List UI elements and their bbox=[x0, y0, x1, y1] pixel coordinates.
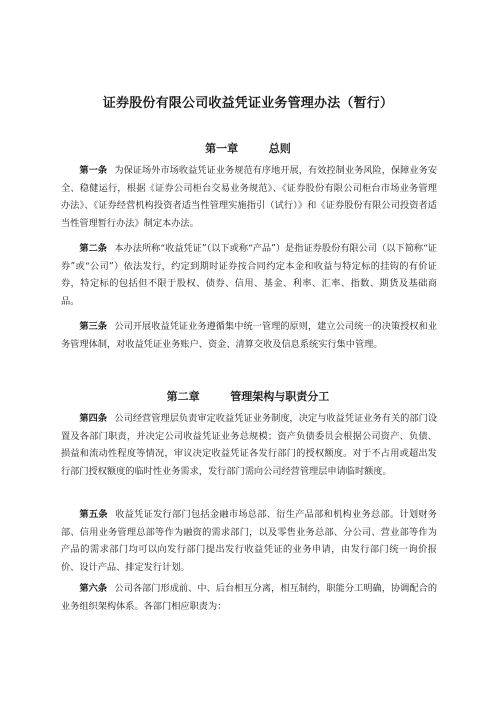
article-4 bbox=[61, 410, 437, 480]
chapter-heading-1: 第一章 总则 bbox=[205, 142, 291, 155]
article-text: 公司经营管理层负责审定收益凭证业务制度，决定与收益凭证业务有关的部门设置及各部门职责，并决定公司收益凭证业务总规模；资产负债委员会根据公司资产、负债、损益和流动性程度等情况，审议决定收益凭证各发行部门的授权额度。对于不占用或超出发行部门授权额度的临时性业务需求，发行部门需向公司经营管理层申请临时额度。 bbox=[61, 413, 438, 477]
article-text: 为保证场外市场收益凭证业务规范有序地开展，有效控制业务风险，保障业务安全、稳健运行，根据《证券公司柜台交易业务规范》、《证券股份有限公司柜台市场业务管理办法》、《证券经营机构投资者适当性管理实施指引（试行）》和《证券股份有限公司投资者适当性管理暂行办法》制定本办法。 bbox=[61, 165, 438, 229]
document-title: 证券股份有限公司收益凭证业务管理办法（暂行） bbox=[102, 96, 394, 111]
article-text: 公司开展收益凭证业务遵循集中统一管理的原则，建立公司统一的决策授权和业务管理体制，对收益凭证业务账户、资金、清算交收及信息系统实行集中管理。 bbox=[61, 321, 438, 350]
article-number: 第六条 bbox=[79, 583, 108, 594]
chapter-heading-2: 第二章 管理架构与职责分工 bbox=[166, 390, 330, 403]
article-number: 第四条 bbox=[79, 413, 108, 424]
article-text: 本办法所称“收益凭证”（以下或称“产品”）是指证券股份有限公司（以下简称“证券”或“公司”）依法发行，约定到期时证券按合同约定本金和收益与特定标的挂钩的有价证券，特定标的包括但不限于股权、债券、信用、基金、利率、汇率、指数、期货及基础商品。 bbox=[61, 243, 437, 307]
article-number: 第二条 bbox=[79, 243, 107, 254]
article-number: 第五条 bbox=[79, 509, 108, 520]
article-number: 第三条 bbox=[79, 321, 108, 332]
article-2 bbox=[61, 240, 437, 310]
article-5 bbox=[61, 506, 437, 576]
article-6 bbox=[61, 580, 437, 615]
article-number: 第一条 bbox=[79, 165, 108, 176]
article-3 bbox=[61, 318, 437, 353]
article-1 bbox=[61, 162, 437, 232]
article-text: 公司各部门形成前、中、后台相互分离，相互制约，职能分工明确，协调配合的业务组织架构体系。各部门相应职责为： bbox=[61, 583, 438, 612]
article-text: 收益凭证发行部门包括金融市场总部、衍生产品部和机构业务总部。计划财务部、信用业务管理总部等作为融资的需求部门，以及零售业务总部、分公司、营业部等作为产品的需求部门均可以向发行部门提出发行收益凭证的业务申请，由发行部门统一询价报价、设计产品、排定发行计划。 bbox=[61, 509, 437, 573]
